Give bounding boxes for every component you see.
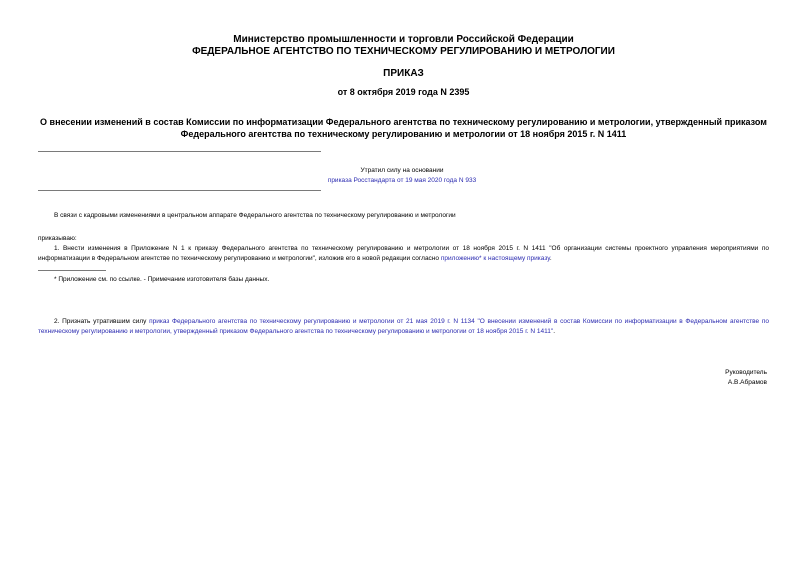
status-line: Утратил силу на основании bbox=[360, 167, 444, 174]
signatory-name: А.В.Абрамов bbox=[727, 379, 767, 386]
item-2 bbox=[38, 317, 769, 337]
ministry-name: Министерство промышленности и торговли Российской Федерации bbox=[233, 34, 574, 45]
document-date-number: от 8 октября 2019 года N 2395 bbox=[337, 87, 470, 97]
footnote-text: * Приложение см. по ссылке. - Примечание изготовителя базы данных. bbox=[54, 276, 270, 283]
signatory-position: Руководитель bbox=[725, 369, 767, 376]
signature-block bbox=[725, 368, 767, 388]
status-note bbox=[322, 166, 482, 186]
order-word: приказываю: bbox=[38, 235, 77, 242]
status-bottom-divider bbox=[38, 190, 321, 191]
revoked-order-link[interactable]: приказ Федерального агентства по техническому регулированию и метрологии от 21 мая 2019 г. N 1134 "О внесении изменений в состав Комиссии по информатизации в Федеральном агентстве по техническому регулированию и метрологии, утвержденный приказом Федерального агентства по техническому регулированию и метрологии от 18 ноября 2015 г. N 1411" bbox=[38, 318, 769, 335]
repeal-order-link[interactable]: приказа Росстандарта от 19 мая 2020 года N 933 bbox=[327, 177, 477, 184]
item-2-text: 2. Признать утратившим силу bbox=[54, 318, 150, 325]
document-type: ПРИКАЗ bbox=[383, 68, 424, 79]
item-1-text: 1. Внести изменения в Приложение N 1 к приказу Федерального агентства по техническому регулированию и метрологии от 18 ноября 2015 г. N 1411 "Об организации системы проектного управления мероприятиями по информатизации в Федеральном агентстве по техническому регулированию и метрологии", изложив его в новой редакции согласно bbox=[38, 245, 769, 262]
preamble-text: В связи с кадровыми изменениями в центральном аппарате Федерального агентства по техническому регулированию и метрологии bbox=[54, 212, 456, 219]
document-title: О внесении изменений в состав Комиссии по информатизации Федерального агентства по техническому регулированию и метрологии, утвержденный приказом Федерального агентства по техническому регулированию и метрологии от 18 ноября 2015 г. N 1411 bbox=[40, 117, 767, 139]
status-top-divider bbox=[38, 151, 321, 152]
item-1-end: . bbox=[549, 255, 552, 262]
appendix-link[interactable]: приложению* к настоящему приказу bbox=[440, 255, 550, 262]
item-1 bbox=[38, 244, 769, 264]
agency-name: ФЕДЕРАЛЬНОЕ АГЕНТСТВО ПО ТЕХНИЧЕСКОМУ РЕГУЛИРОВАНИЮ И МЕТРОЛОГИИ bbox=[192, 46, 615, 57]
item-2-end: . bbox=[553, 328, 555, 335]
footnote-divider bbox=[38, 270, 106, 271]
